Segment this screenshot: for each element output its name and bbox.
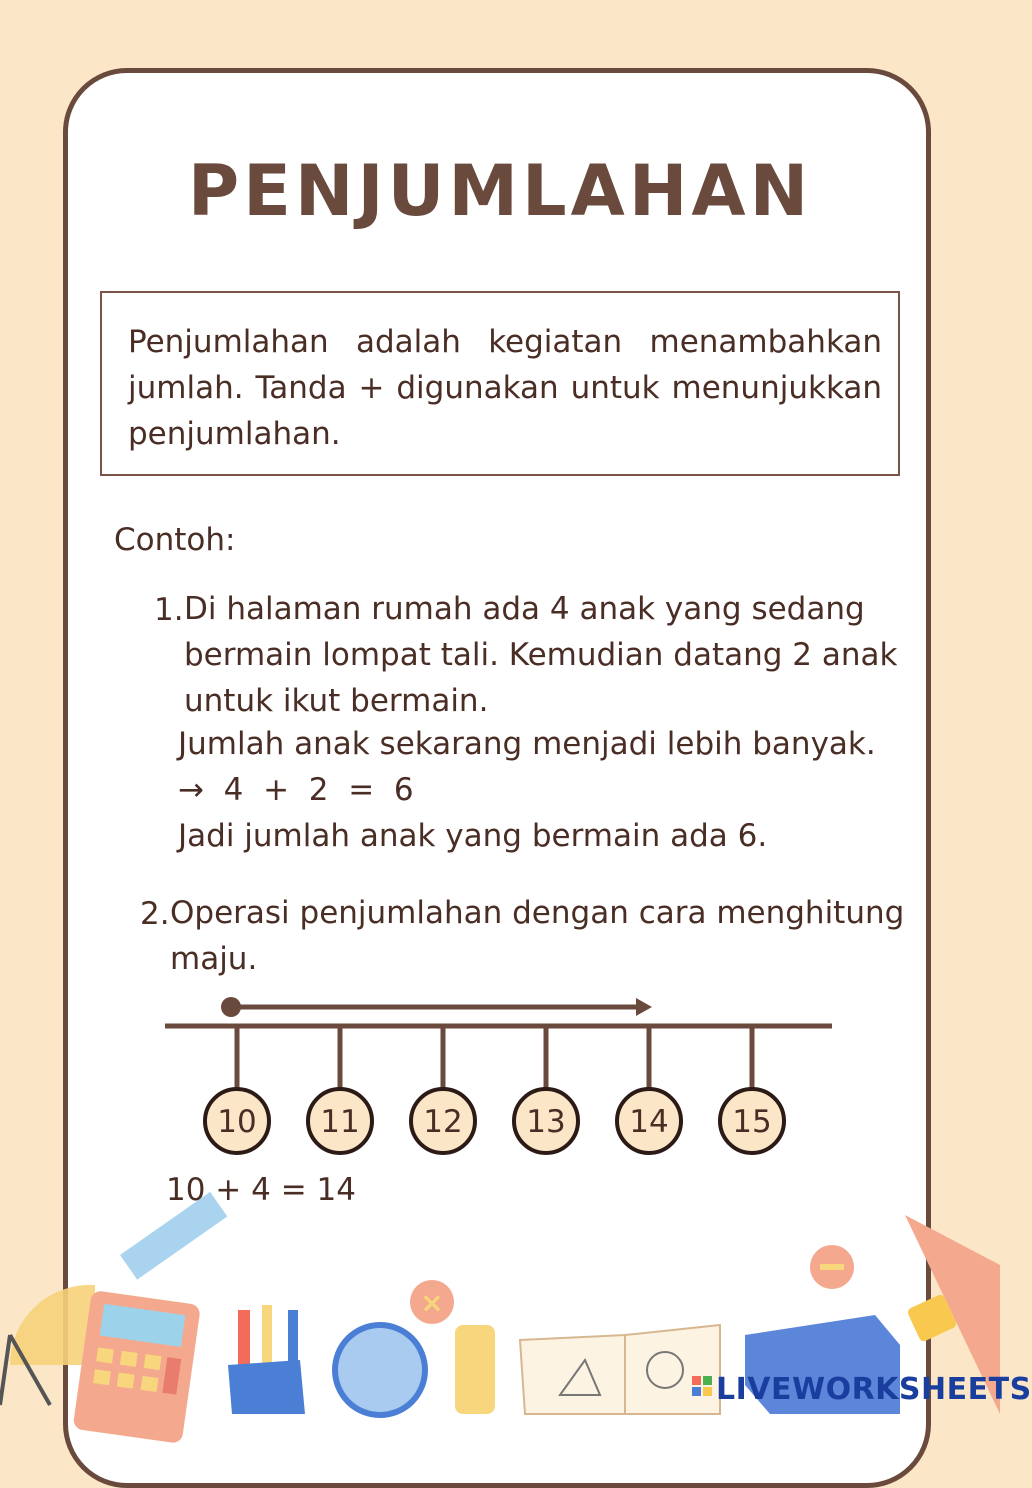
example1-line: untuk ikut bermain. bbox=[184, 683, 489, 719]
example1-line: bermain lompat tali. Kemudian datang 2 anak bbox=[184, 637, 898, 673]
number-line bbox=[0, 990, 1000, 1165]
svg-text:×: × bbox=[420, 1286, 444, 1319]
notebook-icon bbox=[520, 1325, 720, 1414]
number-label: 13 bbox=[526, 1104, 566, 1140]
liveworksheets-logo-icon bbox=[692, 1376, 712, 1396]
contoh-label: Contoh: bbox=[114, 522, 236, 558]
number-label: 12 bbox=[423, 1104, 463, 1140]
example2-number: 2. bbox=[140, 896, 170, 932]
definition-text: Penjumlahan adalah kegiatan menambahkan jumlah. Tanda + digunakan untuk menunjukkan penjumlahan. bbox=[128, 324, 882, 452]
example1-conclusion: Jadi jumlah anak yang bermain ada 6. bbox=[178, 818, 768, 854]
number-label: 14 bbox=[629, 1104, 669, 1140]
example1-number: 1. bbox=[154, 592, 184, 628]
example1-text bbox=[184, 586, 897, 724]
example2-line: Operasi penjumlahan dengan cara menghitung bbox=[170, 895, 905, 931]
brand-watermark: LIVEWORKSHEETS bbox=[716, 1372, 1032, 1407]
magnifier-icon bbox=[335, 1325, 425, 1415]
ruler-icon bbox=[120, 1192, 227, 1280]
minus-icon bbox=[810, 1245, 854, 1289]
definition-box bbox=[100, 291, 900, 476]
multiply-icon bbox=[410, 1280, 454, 1324]
example1-equation: → 4 + 2 = 6 bbox=[178, 772, 414, 808]
example1-line4: Jumlah anak sekarang menjadi lebih banyak. bbox=[178, 726, 876, 762]
calculator-icon bbox=[73, 1290, 201, 1444]
example2-line: maju. bbox=[170, 941, 258, 977]
example2-text bbox=[170, 890, 904, 982]
count-arrow-head bbox=[636, 998, 652, 1016]
yellow-ruler-icon bbox=[455, 1325, 495, 1414]
page-title: PENJUMLAHAN bbox=[187, 150, 813, 232]
number-label: 15 bbox=[732, 1104, 772, 1140]
number-label: 11 bbox=[320, 1104, 360, 1140]
protractor-icon bbox=[10, 1285, 95, 1365]
number-label: 10 bbox=[217, 1104, 257, 1140]
example1-line: Di halaman rumah ada 4 anak yang sedang bbox=[184, 591, 865, 627]
pencil-cup-icon bbox=[228, 1305, 305, 1414]
example2-equation: 10 + 4 = 14 bbox=[166, 1172, 356, 1208]
